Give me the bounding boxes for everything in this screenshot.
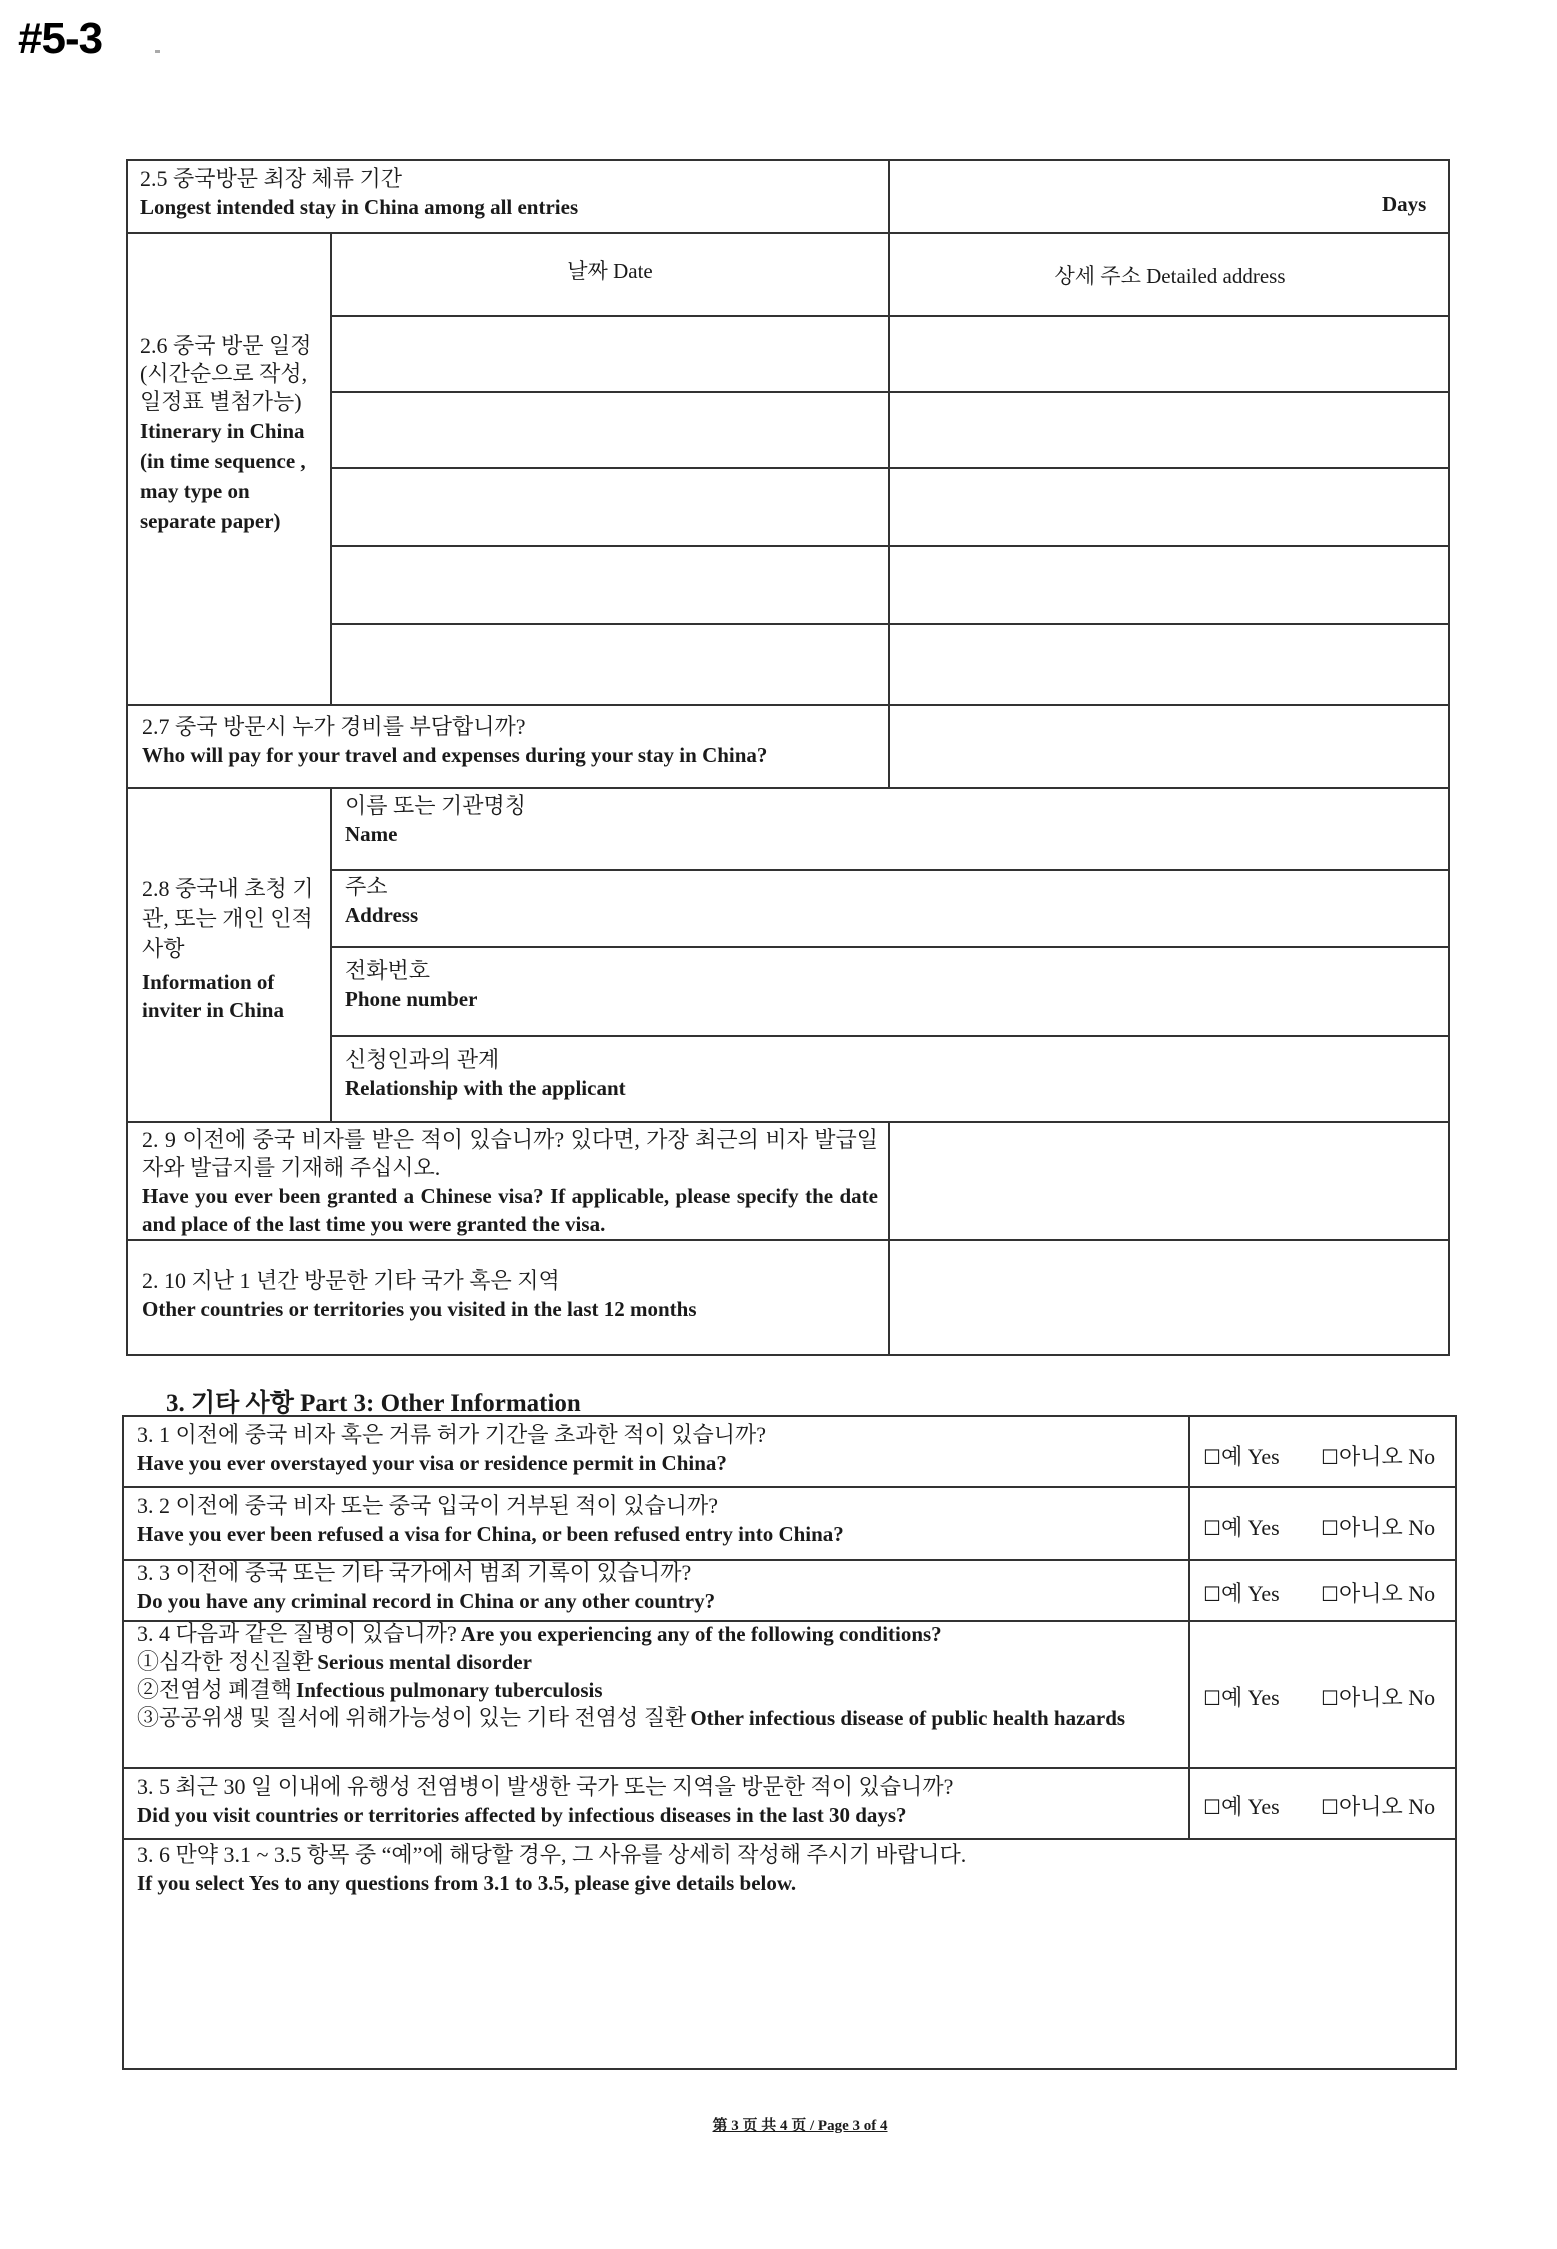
page-id-label: #5-3 <box>18 14 103 63</box>
divider <box>330 467 1450 469</box>
q2-9-en: Have you ever been granted a Chinese visa? If applicable, please specify the date and place of the last time you were granted the visa. <box>142 1184 878 1236</box>
q2-5-ko: 2.5 중국방문 최장 체류 기간 <box>140 166 403 191</box>
q2-6-en: Itinerary in China (in time sequence , may type on separate paper) <box>140 419 306 533</box>
divider <box>330 545 1450 547</box>
q3-5-yes-option[interactable]: ☐예 Yes <box>1203 1794 1280 1819</box>
itinerary-address-cell[interactable] <box>891 318 1447 389</box>
q3-1-no-option[interactable]: ☐아니오 No <box>1321 1444 1436 1469</box>
checkbox-icon[interactable]: ☐ <box>1321 1795 1339 1819</box>
q3-3-yes-option[interactable]: ☐예 Yes <box>1203 1581 1280 1606</box>
expense-payer-field[interactable] <box>891 707 1447 785</box>
q2-8-ko: 2.8 중국내 초청 기관, 또는 개인 인적 사항 <box>142 876 314 961</box>
q3-6-label: 3. 6 만약 3.1 ~ 3.5 항목 중 “예”에 해당할 경우, 그 사유를 상세히 작성해 주시기 바랍니다. If you select Yes to any questions from 3.1 to 3.5, please give details below. <box>137 1842 967 1895</box>
q3-4-yes-option[interactable]: ☐예 Yes <box>1203 1685 1280 1710</box>
divider <box>1188 1415 1190 1838</box>
checkbox-icon[interactable]: ☐ <box>1203 1582 1221 1606</box>
q2-9-ko: 2. 9 이전에 중국 비자를 받은 적이 있습니까? 있다면, 가장 최근의 비자 발급일자와 발급지를 기재해 주십시오. <box>142 1127 878 1180</box>
q2-9-label <box>142 1126 878 1238</box>
itinerary-address-cell[interactable] <box>891 470 1447 543</box>
inviter-relationship-field[interactable]: 신청인과의 관계 Relationship with the applicant <box>345 1047 626 1100</box>
q2-6-ko: 2.6 중국 방문 일정 (시간순으로 작성, 일정표 별첨가능) <box>140 333 312 414</box>
q3-5-label: 3. 5 최근 30 일 이내에 유행성 전염병이 발생한 국가 또는 지역을 방문한 적이 있습니까? Did you visit countries or territories affected by infectious diseases in the last 30 days? <box>137 1774 954 1827</box>
divider <box>330 1035 1450 1037</box>
itinerary-col-date: 날짜 Date <box>567 259 653 283</box>
divider <box>122 1838 1457 1840</box>
itinerary-address-cell[interactable] <box>891 394 1447 465</box>
inviter-address-field[interactable]: 주소 Address <box>345 874 419 927</box>
divider <box>122 1767 1457 1769</box>
q2-7-label <box>142 713 882 769</box>
q2-7-ko: 2.7 중국 방문시 누가 경비를 부담합니까? <box>142 714 526 739</box>
q3-5-no-option[interactable]: ☐아니오 No <box>1321 1794 1436 1819</box>
checkbox-icon[interactable]: ☐ <box>1203 1686 1221 1710</box>
q2-6-label <box>140 332 325 536</box>
divider <box>330 787 332 1121</box>
q2-5-en: Longest intended stay in China among all entries <box>140 195 579 219</box>
divider <box>126 232 1450 234</box>
checkbox-icon[interactable]: ☐ <box>1321 1582 1339 1606</box>
itinerary-col-address: 상세 주소 Detailed address <box>1054 264 1286 288</box>
q3-4-no-option[interactable]: ☐아니오 No <box>1321 1685 1436 1710</box>
divider <box>330 946 1450 948</box>
itinerary-address-cell[interactable] <box>891 548 1447 621</box>
q3-3-label: 3. 3 이전에 중국 또는 기타 국가에서 범죄 기록이 있습니까? Do you have any criminal record in China or any other country? <box>137 1560 716 1613</box>
divider <box>126 1121 1450 1123</box>
page-footer: 第 3 页 共 4 页 / Page 3 of 4 <box>712 2118 888 2134</box>
checkbox-icon[interactable]: ☐ <box>1203 1516 1221 1540</box>
divider <box>126 787 1450 789</box>
divider <box>122 1486 1457 1488</box>
q3-1-yes-option[interactable]: ☐예 Yes <box>1203 1444 1280 1469</box>
itinerary-date-cell[interactable] <box>333 626 886 702</box>
q3-2-label: 3. 2 이전에 중국 비자 또는 중국 입국이 거부된 적이 있습니까? Have you ever been refused a visa for China, or been refused entry into China? <box>137 1493 844 1546</box>
q2-8-label <box>142 874 327 1024</box>
divider <box>888 159 890 787</box>
divider <box>126 704 1450 706</box>
itinerary-date-cell[interactable] <box>333 548 886 621</box>
q3-4-label: 3. 4 다음과 같은 질병이 있습니까? Are you experiencing any of the following conditions? ①심각한 정신질환 Serious mental disorder ②전염성 폐결핵 Infectious pulmonary tuberculosis ③공공위생 및 질서에 위해가능성이 있는 기타 전염성 질환 Other infectious disease of public health hazards <box>137 1621 1126 1730</box>
divider <box>330 391 1450 393</box>
stay-days-field[interactable] <box>892 162 1372 228</box>
divider <box>126 1239 1450 1241</box>
checkbox-icon[interactable]: ☐ <box>1321 1445 1339 1469</box>
inviter-phone-field[interactable]: 전화번호 Phone number <box>345 958 478 1011</box>
q3-2-no-option[interactable]: ☐아니오 No <box>1321 1515 1436 1540</box>
q2-8-en: Information of inviter in China <box>142 970 284 1022</box>
checkbox-icon[interactable]: ☐ <box>1203 1445 1221 1469</box>
divider <box>330 315 1450 317</box>
q3-1-label: 3. 1 이전에 중국 비자 혹은 거류 허가 기간을 초과한 적이 있습니까? Have you ever overstayed your visa or residence permit in China? <box>137 1422 767 1475</box>
q2-10-label <box>142 1267 882 1323</box>
part3-title: 3. 기타 사항 Part 3: Other Information <box>166 1390 581 1417</box>
itinerary-date-cell[interactable] <box>333 318 886 389</box>
q3-2-yes-option[interactable]: ☐예 Yes <box>1203 1515 1280 1540</box>
divider <box>330 623 1450 625</box>
inviter-name-field[interactable]: 이름 또는 기관명칭 Name <box>345 793 527 846</box>
itinerary-address-cell[interactable] <box>891 626 1447 702</box>
q2-10-ko: 2. 10 지난 1 년간 방문한 기타 국가 혹은 지역 <box>142 1268 560 1293</box>
q3-3-no-option[interactable]: ☐아니오 No <box>1321 1581 1436 1606</box>
q2-5-label <box>140 165 880 221</box>
checkbox-icon[interactable]: ☐ <box>1203 1795 1221 1819</box>
q2-7-en: Who will pay for your travel and expenses during your stay in China? <box>142 743 768 767</box>
checkbox-icon[interactable]: ☐ <box>1321 1516 1339 1540</box>
details-textarea[interactable] <box>126 1900 1453 2066</box>
other-countries-field[interactable] <box>891 1242 1447 1353</box>
itinerary-date-cell[interactable] <box>333 470 886 543</box>
itinerary-date-cell[interactable] <box>333 394 886 465</box>
stay-days-unit: Days <box>1382 192 1427 216</box>
previous-visa-field[interactable] <box>891 1124 1447 1237</box>
scan-speck <box>155 50 160 53</box>
divider <box>330 869 1450 871</box>
q2-10-en: Other countries or territories you visited in the last 12 months <box>142 1297 697 1321</box>
checkbox-icon[interactable]: ☐ <box>1321 1686 1339 1710</box>
